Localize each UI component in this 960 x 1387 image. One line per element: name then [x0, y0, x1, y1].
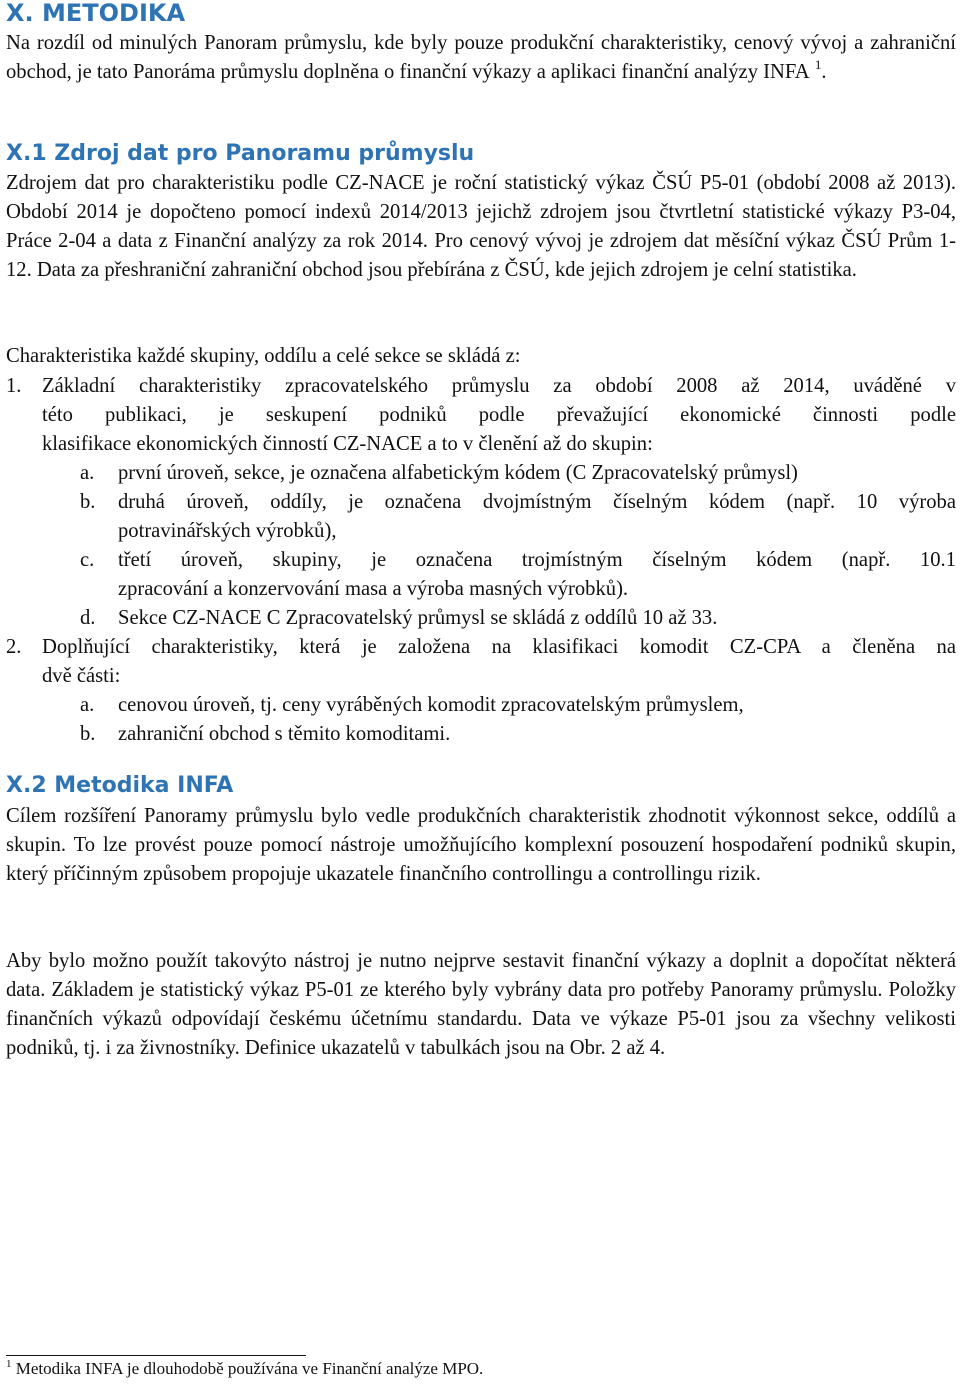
- sublist-item-d: Sekce CZ-NACE C Zpracovatelský průmysl se skládá z oddílů 10 až 33.: [118, 607, 718, 629]
- intro-paragraph: Na rozdíl od minulých Panoram průmyslu, kde byly pouze produkční charakteristiky, cenový vývoj a zahraniční obchod, je tato Panoráma průmyslu doplněna o finanční výkazy a aplikaci finanční analýzy INFA $^1$.: [6, 32, 956, 83]
- item1-line3: klasifikace ekonomických činností CZ-NACE a to v členění až do skupin:: [42, 433, 653, 455]
- footnote-divider: [6, 1355, 306, 1356]
- section-heading: X. METODIKA: [6, 0, 186, 27]
- infa-paragraph-2: Aby bylo možno použít takovýto nástroj je nutno nejprve sestavit finanční výkazy a doplnit a dopočítat některá data. Základem je statistický výkaz P5-01 ze kterého byly vybrány data pro potřeby Panoramy průmyslu. Položky finančních výkazů odpovídají českému účetnímu standardu. Data ve výkaze P5-01 jsou za všechny velikosti podniků, tj. i za živnostníky. Definice ukazatelů v tabulkách jsou na Obr. 2 až 4.: [6, 950, 956, 1059]
- item2-line2: dvě části:: [42, 665, 121, 687]
- sublist-item-c-line2: zpracování a konzervování masa a výroba masných výrobků).: [118, 578, 629, 600]
- sublist-item-a: první úroveň, sekce, je označena alfabetickým kódem (C Zpracovatelský průmysl): [118, 462, 798, 484]
- list-marker-1: 1.: [6, 375, 22, 397]
- sublist-marker-c: c.: [80, 549, 95, 571]
- sublist2-item-a: cenovou úroveň, tj. ceny vyráběných komodit zpracovatelským průmyslem,: [118, 694, 744, 716]
- subsection-heading-infa: X.2 Metodika INFA: [6, 773, 234, 798]
- sublist-item-b-line2: potravinářských výrobků),: [118, 520, 337, 542]
- item1-line1: Základní charakteristiky zpracovatelského průmyslu za období 2008 až 2014, uváděné v: [42, 375, 956, 397]
- item2-line1: Doplňující charakteristiky, která je založena na klasifikaci komodit CZ-CPA a členěna na: [42, 636, 956, 658]
- footnote-marker: 1: [6, 1358, 12, 1370]
- footnote-ref[interactable]: 1: [814, 57, 822, 72]
- footnote: [6, 1357, 483, 1381]
- sublist2-marker-a: a.: [80, 694, 95, 716]
- subsection-heading-data-source: X.1 Zdroj dat pro Panoramu průmyslu: [6, 141, 475, 166]
- sublist-marker-a: a.: [80, 462, 95, 484]
- sublist-marker-b: b.: [80, 491, 96, 513]
- list-intro: Charakteristika každé skupiny, oddílu a celé sekce se skládá z:: [6, 345, 521, 367]
- sublist-marker-d: d.: [80, 607, 96, 629]
- intro-text: Na rozdíl od minulých Panoram průmyslu, kde byly pouze produkční charakteristiky, cenový vývoj a zahraniční obchod, je tato Panoráma průmyslu doplněna o finanční výkazy a aplikaci finanční analýzy INFA: [6, 32, 956, 83]
- footnote-text: Metodika INFA je dlouhodobě používána ve Finanční analýze MPO.: [15, 1359, 484, 1378]
- item1-line2: této publikaci, je seskupení podniků podle převažující ekonomické činnosti podle: [42, 404, 956, 426]
- data-source-paragraph: Zdrojem dat pro charakteristiku podle CZ-NACE je roční statistický výkaz ČSÚ P5-01 (období 2008 až 2013). Období 2014 je dopočteno pomocí indexů 2014/2013 jejichž zdrojem jsou čtvrtletní statistické výkazy P3-04, Práce 2-04 a data z Finanční analýzy za rok 2014. Pro cenový vývoj je zdrojem dat měsíční výkaz ČSÚ Prům 1-12. Data za přeshraniční zahraniční obchod jsou přebírána z ČSÚ, kde jejich zdrojem je celní statistika.: [6, 172, 956, 281]
- sublist-item-b-line1: druhá úroveň, oddíly, je označena dvojmístným číselným kódem (např. 10 výroba: [118, 491, 956, 513]
- list-marker-2: 2.: [6, 636, 22, 658]
- sublist2-item-b: zahraniční obchod s těmito komoditami.: [118, 723, 451, 745]
- sublist-item-c-line1: třetí úroveň, skupiny, je označena trojmístným číselným kódem (např. 10.1: [118, 549, 956, 571]
- sublist2-marker-b: b.: [80, 723, 96, 745]
- infa-paragraph-1: Cílem rozšíření Panoramy průmyslu bylo vedle produkčních charakteristik zhodnotit výkonnost sekce, oddílů a skupin. To lze provést pouze pomocí nástroje umožňujícího komplexní posouzení hospodaření podniků skupin, který příčinným způsobem propojuje ukazatele finančního controllingu a controllingu rizik.: [6, 805, 956, 885]
